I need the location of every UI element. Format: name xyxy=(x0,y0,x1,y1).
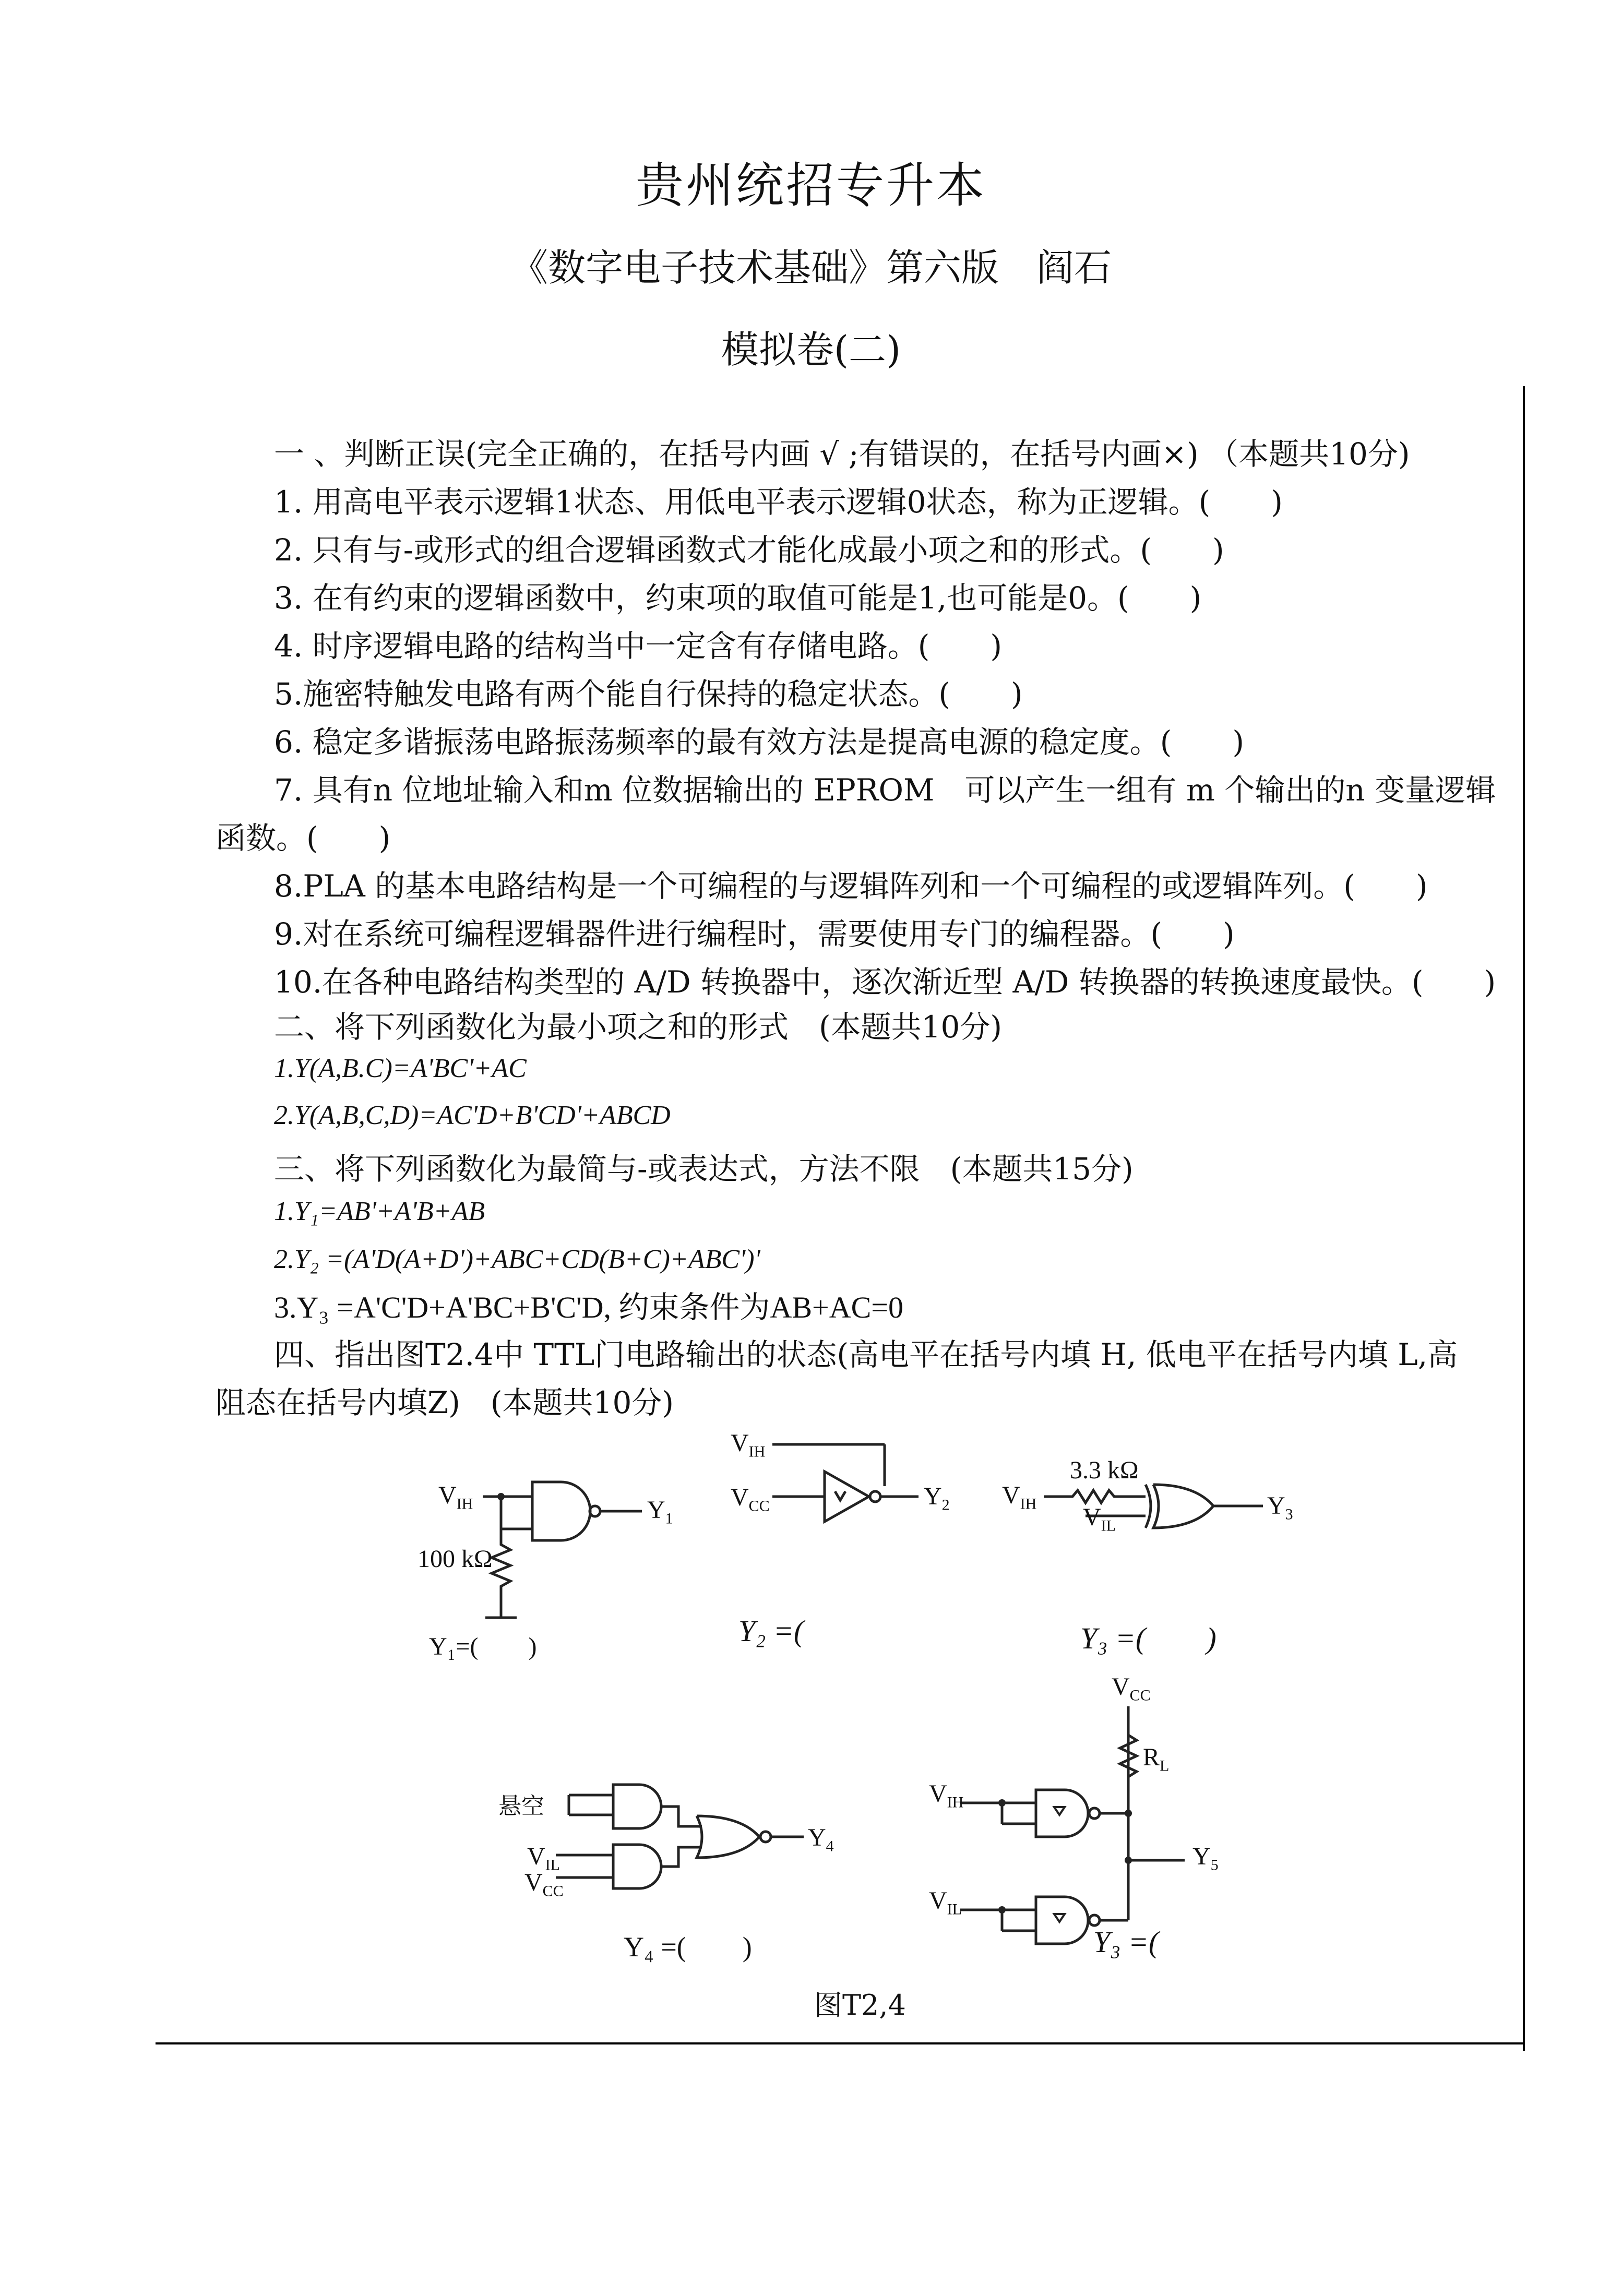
circuit-4 xyxy=(556,1785,804,1888)
y1-label: $Y_1$ xyxy=(647,1496,673,1527)
question-item: 6. 稳定多谐振荡电路振荡频率的最有效方法是提高电源的稳定度。( ) xyxy=(274,724,1245,760)
page-title: 贵州统招专升本 xyxy=(635,158,986,213)
circuit-2 xyxy=(772,1444,919,1522)
question-item: 5.施密特触发电路有两个能自行保持的稳定状态。( ) xyxy=(274,676,1023,712)
question-item: 4. 时序逻辑电路的结构当中一定含有存储电路。( ) xyxy=(274,628,1003,664)
vih-label-3: $V_{IH}$ xyxy=(1002,1481,1037,1513)
vcc-label-4: $V_{CC}$ xyxy=(524,1869,564,1900)
y1-answer: Y₁=( ) xyxy=(429,1633,537,1660)
vih-label-2: $V_{IH}$ xyxy=(731,1429,766,1461)
circuit-5 xyxy=(960,1706,1185,1944)
function-item: 3.Y₃ =A'C'D+A'BC+B'C'D, 约束条件为AB+AC=0 xyxy=(274,1290,904,1324)
y5-label: $Y_5$ xyxy=(1192,1843,1219,1874)
section3-heading: 三、将下列函数化为最简与-或表达式，方法不限 (本题共15分) xyxy=(274,1151,1134,1187)
section4-heading-continued: 阻态在括号内填Z) (本题共10分) xyxy=(216,1385,674,1420)
question-item: 3. 在有约束的逻辑函数中，约束项的取值可能是1,也可能是0。( ) xyxy=(274,580,1202,616)
y2-answer: Y₂ =( xyxy=(738,1614,804,1648)
y2-label: $Y_2$ xyxy=(924,1482,950,1514)
function-item: 1.Y(A,B.C)=A'BC'+AC xyxy=(274,1054,527,1083)
question-item: 9.对在系统可编程逻辑器件进行编程时，需要使用专门的编程器。( ) xyxy=(274,916,1235,952)
question-item: 7. 具有n 位地址输入和m 位数据输出的 EPROM 可以产生一组有 m 个输出的n 变量逻辑 xyxy=(274,772,1496,808)
function-item: 2.Y(A,B,C,D)=AC'D+B'CD'+ABCD xyxy=(274,1101,671,1130)
question-item: 8.PLA 的基本电路结构是一个可编程的与逻辑阵列和一个可编程的或逻辑阵列。( ) xyxy=(274,868,1428,904)
figure-caption: 图T2,4 xyxy=(814,1989,906,2022)
y4-answer: Y₄ =( ) xyxy=(624,1931,752,1963)
vil-label-5: $V_{IL}$ xyxy=(929,1887,962,1918)
y5-answer: Y₃ =( xyxy=(1093,1925,1159,1959)
rl-label: $R_L$ xyxy=(1143,1743,1170,1775)
vcc-label-5: $V_{CC}$ xyxy=(1112,1673,1151,1704)
vih-label-5: $V_{IH}$ xyxy=(929,1780,964,1811)
function-item: 2.Y₂ =(A'D(A+D')+ABC+CD(B+C)+ABC')' xyxy=(274,1245,760,1274)
resistor-100k-label: 100 kΩ xyxy=(418,1545,493,1573)
section4-heading: 四、指出图T2.4中 TTL门电路输出的状态(高电平在括号内填 H, 低电平在括号内填 L,高 xyxy=(274,1337,1458,1372)
y4-label: $Y_4$ xyxy=(808,1824,834,1855)
section1-heading: 一 、判断正误(完全正确的，在括号内画 √ ;有错误的，在括号内画×) （本题共10分) xyxy=(274,436,1410,472)
question-item: 1. 用高电平表示逻辑1状态、用低电平表示逻辑0状态，称为正逻辑。( ) xyxy=(274,484,1283,520)
vil-label-4: $V_{IL}$ xyxy=(527,1843,560,1874)
question-item-continued: 函数。( ) xyxy=(216,820,391,856)
function-item: 1.Y₁=AB'+A'B+AB xyxy=(274,1197,485,1226)
circuit-1 xyxy=(483,1482,642,1618)
resistor-3k3-label: 3.3 kΩ xyxy=(1070,1456,1139,1484)
book-title: 《数字电子技术基础》第六版 阎石 xyxy=(510,246,1112,290)
paper-title: 模拟卷(二) xyxy=(721,328,901,372)
circuit-3 xyxy=(1044,1485,1263,1528)
vcc-label-2: $V_{CC}$ xyxy=(731,1484,770,1515)
y3-answer: Y₃ =( ) xyxy=(1080,1621,1216,1655)
vih-label-1: $V_{IH}$ xyxy=(438,1481,473,1513)
question-item: 10.在各种电路结构类型的 A/D 转换器中，逐次渐近型 A/D 转换器的转换速度最快。( ) xyxy=(274,964,1496,1000)
vil-label-3: $V_{IL}$ xyxy=(1083,1503,1116,1535)
question-item: 2. 只有与-或形式的组合逻辑函数式才能化成最小项之和的形式。( ) xyxy=(274,532,1224,568)
section2-heading: 二、将下列函数化为最小项之和的形式 (本题共10分) xyxy=(274,1009,1003,1045)
floating-input-label: 悬空 xyxy=(498,1793,544,1820)
y3-label: $Y_3$ xyxy=(1267,1492,1293,1523)
